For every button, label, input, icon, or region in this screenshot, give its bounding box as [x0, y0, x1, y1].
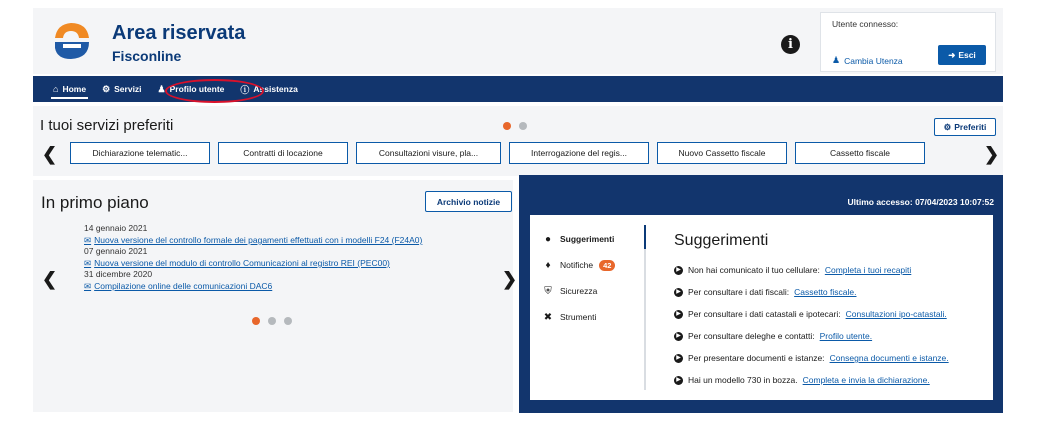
panel-tabs [542, 226, 642, 330]
nav-assistenza-label: Assistenza [253, 84, 298, 94]
preferiti-label: Preferiti [954, 122, 987, 132]
tab-label: Notifiche [560, 260, 594, 270]
arrow-circle-icon: ▶ [674, 332, 683, 341]
app-title: Area riservata [112, 22, 246, 44]
info-circle-icon: ⓘ [240, 84, 250, 95]
archive-news-button[interactable]: Archivio notizie [425, 191, 512, 212]
news-section [33, 180, 518, 412]
suggestion-item [674, 369, 949, 391]
shield-icon: ⛨ [544, 285, 552, 297]
suggestion-text: Hai un modello 730 in bozza. [688, 375, 798, 385]
suggestions-card [530, 215, 993, 400]
service-button[interactable]: Interrogazione del regis... [509, 142, 649, 164]
nav-item-assistenza[interactable] [232, 76, 305, 102]
chevron-right-icon[interactable]: ❯ [984, 144, 1000, 164]
suggestion-link[interactable]: Consultazioni ipo-catastali. [845, 309, 947, 319]
news-date: 07 gennaio 2021 [84, 246, 148, 256]
news-link-text: Nuova versione del controllo formale dei pagamenti effettuati con i modelli F24 (F24A0) [94, 235, 423, 245]
news-link[interactable] [84, 257, 484, 269]
nav-item-home[interactable] [45, 76, 94, 102]
user-dashboard-panel [519, 175, 1003, 413]
suggestion-text: Non hai comunicato il tuo cellulare: [688, 265, 820, 275]
tab-strumenti[interactable] [542, 304, 642, 330]
news-date: 31 dicembre 2020 [84, 269, 153, 279]
tab-active-indicator [644, 225, 646, 249]
arrow-circle-icon: ▶ [674, 310, 683, 319]
tab-sicurezza[interactable] [542, 278, 642, 304]
gear-icon: ⚙ [943, 121, 952, 132]
service-button[interactable]: Cassetto fiscale [795, 142, 925, 164]
logout-label: Esci [958, 50, 976, 60]
tab-divider [644, 225, 646, 390]
service-button[interactable]: Dichiarazione telematic... [70, 142, 210, 164]
suggestion-link[interactable]: Profilo utente. [819, 331, 873, 341]
news-link-text: Compilazione online delle comunicazioni DAC6 [94, 281, 273, 291]
carousel-indicator [503, 122, 527, 130]
gears-icon: ⚙ [102, 83, 111, 94]
envelope-icon: ✉ [84, 235, 92, 245]
tab-notifiche[interactable] [542, 252, 642, 278]
arrow-circle-icon: ▶ [674, 266, 683, 275]
suggestion-item [674, 303, 949, 325]
tab-label: Strumenti [560, 312, 597, 322]
nav-profilo-label: Profilo utente [169, 84, 225, 94]
news-link[interactable] [84, 280, 484, 292]
arrow-circle-icon: ▶ [674, 354, 683, 363]
suggestions-title: Suggerimenti [674, 232, 769, 249]
home-icon: ⌂ [53, 84, 59, 94]
last-access-text: Ultimo accesso: 07/04/2023 10:07:52 [847, 197, 994, 207]
suggestion-link[interactable]: Cassetto fiscale. [794, 287, 857, 297]
carousel-dot-active[interactable] [503, 122, 511, 130]
tab-suggerimenti[interactable] [542, 226, 642, 252]
user-icon: ♟ [157, 83, 166, 94]
site-header [33, 8, 1003, 74]
suggestion-text: Per consultare i dati catastali e ipotecari: [688, 309, 841, 319]
suggestion-item [674, 325, 949, 347]
chevron-left-icon[interactable]: ❮ [42, 269, 58, 289]
news-carousel-indicator [252, 317, 292, 325]
lightbulb-icon: ● [544, 233, 552, 245]
favorite-services-section [33, 106, 1003, 176]
bell-icon: ♦ [545, 259, 551, 271]
preferiti-button[interactable] [934, 118, 996, 136]
suggestion-text: Per consultare deleghe e contatti: [688, 331, 815, 341]
nav-servizi-label: Servizi [114, 84, 142, 94]
service-button[interactable]: Consultazioni visure, pla... [356, 142, 501, 164]
suggestion-link[interactable]: Completa i tuoi recapiti [824, 265, 912, 275]
service-button[interactable]: Nuovo Cassetto fiscale [657, 142, 787, 164]
user-panel [820, 12, 996, 72]
carousel-dot[interactable] [268, 317, 276, 325]
app-subtitle: Fisconline [112, 48, 182, 64]
services-carousel [70, 142, 925, 164]
user-label: Utente connesso: [832, 19, 899, 29]
service-button[interactable]: Contratti di locazione [218, 142, 348, 164]
news-title: In primo piano [41, 193, 149, 212]
nav-item-profilo-utente[interactable] [150, 76, 233, 102]
suggestion-text: Per consultare i dati fiscali: [688, 287, 790, 297]
arrow-circle-icon: ▶ [674, 288, 683, 297]
switch-user-label: Cambia Utenza [844, 55, 903, 66]
logout-icon: ➜ [948, 49, 956, 60]
chevron-left-icon[interactable]: ❮ [42, 144, 58, 164]
carousel-dot[interactable] [519, 122, 527, 130]
arrow-circle-icon: ▶ [674, 376, 683, 385]
envelope-icon: ✉ [84, 258, 92, 268]
agenzia-entrate-logo-icon[interactable] [49, 18, 95, 64]
switch-user-link[interactable] [832, 55, 903, 66]
tab-label: Sicurezza [560, 286, 598, 296]
news-list [84, 223, 484, 292]
chevron-right-icon[interactable]: ❯ [502, 269, 518, 289]
news-link[interactable] [84, 234, 484, 246]
suggestions-list [674, 259, 949, 391]
suggestion-item [674, 281, 949, 303]
carousel-dot-active[interactable] [252, 317, 260, 325]
carousel-dot[interactable] [284, 317, 292, 325]
suggestion-link[interactable]: Completa e invia la dichiarazione. [802, 375, 930, 385]
nav-item-servizi[interactable] [94, 76, 149, 102]
suggestion-link[interactable]: Consegna documenti e istanze. [829, 353, 949, 363]
envelope-icon: ✉ [84, 281, 92, 291]
notification-badge: 42 [599, 260, 615, 271]
tab-label: Suggerimenti [560, 234, 615, 244]
news-link-text: Nuova versione del modulo di controllo Comunicazioni al registro REI (PEC00) [94, 258, 390, 268]
suggestion-item [674, 259, 949, 281]
suggestion-item [674, 347, 949, 369]
suggestion-text: Per presentare documenti e istanze: [688, 353, 825, 363]
users-icon: ♟ [832, 55, 841, 65]
nav-home-label: Home [62, 84, 87, 94]
main-nav [33, 76, 1003, 102]
logout-button[interactable] [938, 45, 986, 65]
tools-icon: ✖ [543, 311, 553, 323]
favorites-title: I tuoi servizi preferiti [40, 117, 174, 134]
info-icon[interactable]: i [781, 35, 800, 54]
news-date: 14 gennaio 2021 [84, 223, 148, 233]
